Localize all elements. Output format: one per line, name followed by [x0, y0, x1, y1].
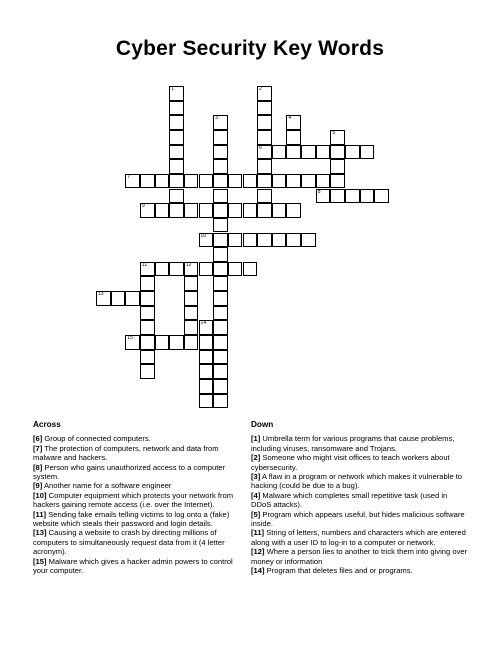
grid-number: 12: [185, 261, 192, 268]
grid-number: 10: [200, 232, 207, 239]
clue-down: [1] Umbrella term for various programs that cause problems, including viruses, ransomware and Trojans.: [251, 434, 455, 453]
grid-number: 15: [127, 335, 133, 342]
grid-cell[interactable]: [184, 291, 199, 306]
grid-cell[interactable]: [286, 130, 301, 145]
down-heading: Down: [251, 420, 274, 429]
across-heading: Across: [33, 420, 61, 429]
grid-cell[interactable]: [301, 145, 316, 160]
grid-number: 5: [332, 129, 336, 136]
grid-cell[interactable]: [140, 276, 155, 291]
grid-cell[interactable]: [257, 115, 272, 130]
grid-cell[interactable]: [140, 364, 155, 379]
grid-cell[interactable]: [213, 233, 228, 248]
grid-cell[interactable]: [257, 101, 272, 116]
grid-cell[interactable]: [199, 364, 214, 379]
grid-cell[interactable]: [184, 306, 199, 321]
grid-cell[interactable]: [169, 159, 184, 174]
grid-cell[interactable]: [330, 145, 345, 160]
grid-cell[interactable]: [330, 159, 345, 174]
grid-cell[interactable]: [330, 174, 345, 189]
grid-cell[interactable]: [199, 335, 214, 350]
clue-down: [2] Someone who might visit offices to teach workers about cybersecurity.: [251, 453, 450, 472]
grid-cell[interactable]: [228, 174, 243, 189]
grid-cell[interactable]: [213, 247, 228, 262]
clue-across: [9] Another name for a software engineer: [33, 481, 172, 491]
clue-down: [14] Program that deletes files and or programs.: [251, 566, 413, 576]
grid-cell[interactable]: [111, 291, 126, 306]
grid-cell[interactable]: [213, 189, 228, 204]
grid-cell[interactable]: [213, 306, 228, 321]
clue-across: [6] Group of connected computers.: [33, 434, 151, 444]
grid-cell[interactable]: [228, 233, 243, 248]
grid-cell[interactable]: [213, 203, 228, 218]
grid-number: 13: [98, 291, 104, 298]
grid-cell[interactable]: [140, 350, 155, 365]
grid-cell[interactable]: [243, 203, 258, 218]
grid-cell[interactable]: [169, 145, 184, 160]
grid-cell[interactable]: [213, 350, 228, 365]
grid-cell[interactable]: [169, 174, 184, 189]
grid-cell[interactable]: [272, 145, 287, 160]
grid-cell[interactable]: [169, 262, 184, 277]
grid-cell[interactable]: [199, 379, 214, 394]
grid-cell[interactable]: [272, 203, 287, 218]
grid-cell[interactable]: [228, 203, 243, 218]
grid-number: 8: [317, 188, 321, 195]
grid-cell[interactable]: [213, 159, 228, 174]
grid-cell[interactable]: [140, 203, 155, 218]
grid-cell[interactable]: [213, 291, 228, 306]
grid-cell[interactable]: [286, 203, 301, 218]
grid-number: 1: [171, 86, 175, 92]
grid-cell[interactable]: [199, 233, 214, 248]
clue-down: [5] Program which appears useful, but hides malicious software inside.: [251, 509, 465, 529]
grid-number: 9: [141, 203, 145, 210]
grid-cell[interactable]: [184, 320, 199, 335]
grid-cell[interactable]: [199, 320, 214, 335]
grid-cell[interactable]: [155, 262, 170, 277]
grid-cell[interactable]: [213, 320, 228, 335]
grid-cell[interactable]: [286, 145, 301, 160]
page-title: Cyber Security Key Words: [115, 37, 385, 60]
grid-cell[interactable]: [243, 233, 258, 248]
grid-cell[interactable]: [301, 233, 316, 248]
grid-cell[interactable]: [184, 276, 199, 291]
clue-across: [13] Causing a website to crash by directing millions of computers to simultaneously request data from it (4 letter acronym).: [33, 528, 225, 557]
across-clues: [33, 420, 245, 576]
grid-cell[interactable]: [213, 130, 228, 145]
grid-cell[interactable]: [199, 203, 214, 218]
grid-cell[interactable]: [213, 145, 228, 160]
grid-cell[interactable]: [213, 218, 228, 233]
clue-across: [8] Person who gains unauthorized access to a computer system.: [33, 462, 226, 482]
grid-cell[interactable]: [257, 233, 272, 248]
clue-across: [10] Computer equipment which protects your network from hackers gaining remote access (i.e. over the Internet).: [33, 490, 234, 510]
grid-cell[interactable]: [184, 335, 199, 350]
grid-cell[interactable]: [330, 130, 345, 145]
grid-cell[interactable]: [213, 276, 228, 291]
grid-cell[interactable]: [155, 335, 170, 350]
grid-cell[interactable]: [213, 364, 228, 379]
grid-number: 2: [259, 86, 262, 92]
clue-across: [11] Sending fake emails telling victims to log onto a (fake) website which steals their password and login details.: [33, 509, 230, 529]
grid-cell[interactable]: [286, 115, 301, 130]
grid-cell[interactable]: [345, 189, 360, 204]
grid-cell[interactable]: [228, 262, 243, 277]
grid-cell[interactable]: [199, 174, 214, 189]
grid-cell[interactable]: [257, 145, 272, 160]
grid-cell[interactable]: [169, 189, 184, 204]
clue-down: [11] String of letters, numbers and characters which are entered along with a user ID to log-in to a computer or network.: [251, 528, 466, 547]
grid-cell[interactable]: [125, 291, 140, 306]
grid-cell[interactable]: [272, 174, 287, 189]
grid-cell[interactable]: [140, 262, 155, 277]
grid-cell[interactable]: [213, 379, 228, 394]
grid-cell[interactable]: [213, 335, 228, 350]
grid-cell[interactable]: [184, 174, 199, 189]
clue-down: [3] A flaw in a program or network which makes it vulnerable to hacking (could be due to a bug).: [251, 472, 463, 491]
grid-cell[interactable]: [169, 86, 184, 101]
grid-cell[interactable]: [286, 233, 301, 248]
grid-number: 6: [259, 144, 262, 151]
grid-number: 4: [288, 115, 292, 122]
grid-cell[interactable]: [286, 174, 301, 189]
grid-cell[interactable]: [125, 174, 140, 189]
grid-cell[interactable]: [169, 335, 184, 350]
grid-cell[interactable]: [301, 174, 316, 189]
clue-across: [7] The protection of computers, network and data from malware and hackers.: [33, 443, 219, 463]
grid-cell[interactable]: [257, 130, 272, 145]
grid-cell[interactable]: [155, 174, 170, 189]
grid-cell[interactable]: [360, 189, 375, 204]
grid-cell[interactable]: [213, 174, 228, 189]
grid-cell[interactable]: [316, 189, 331, 204]
grid-cell[interactable]: [316, 174, 331, 189]
grid-cell[interactable]: [140, 335, 155, 350]
grid-cell[interactable]: [243, 262, 258, 277]
clue-down: [12] Where a person lies to another to trick them into giving over money or information: [251, 547, 468, 566]
grid-cell[interactable]: [140, 291, 155, 306]
grid-cell[interactable]: [272, 233, 287, 248]
grid-cell[interactable]: [213, 262, 228, 277]
grid-cell[interactable]: [374, 189, 389, 204]
grid-cell[interactable]: [140, 320, 155, 335]
grid-cell[interactable]: [96, 291, 111, 306]
grid-cell[interactable]: [125, 335, 140, 350]
grid-number: 14: [200, 320, 207, 327]
down-clues: [251, 420, 469, 576]
grid-cell[interactable]: [199, 394, 214, 409]
grid-cell[interactable]: [199, 350, 214, 365]
grid-cell[interactable]: [140, 174, 155, 189]
grid-cell[interactable]: [257, 203, 272, 218]
grid-cell[interactable]: [184, 262, 199, 277]
grid-cell[interactable]: [169, 203, 184, 218]
grid-cell[interactable]: [257, 174, 272, 189]
grid-number: 11: [141, 261, 148, 268]
grid-cell[interactable]: [199, 262, 214, 277]
grid-cell[interactable]: [169, 101, 184, 116]
clue-across: [15] Malware which gives a hacker admin powers to control your computer.: [33, 556, 233, 576]
grid-cell[interactable]: [140, 306, 155, 321]
grid-cell[interactable]: [184, 203, 199, 218]
grid-cell[interactable]: [243, 174, 258, 189]
grid-cell[interactable]: [169, 115, 184, 130]
grid-number: 3: [215, 115, 218, 122]
grid-cell[interactable]: [257, 189, 272, 204]
grid-cell[interactable]: [169, 130, 184, 145]
grid-cell[interactable]: [345, 145, 360, 160]
grid-cell[interactable]: [360, 145, 375, 160]
grid-cell[interactable]: [213, 394, 228, 409]
grid-cell[interactable]: [155, 203, 170, 218]
grid-cell[interactable]: [257, 86, 272, 101]
grid-cell[interactable]: [257, 159, 272, 174]
grid-number: 7: [127, 173, 131, 180]
grid-cell[interactable]: [330, 189, 345, 204]
clue-down: [4] Malware which completes small repetitive task (used in DDoS attacks).: [251, 490, 448, 510]
grid-cell[interactable]: [213, 115, 228, 130]
grid-cell[interactable]: [316, 145, 331, 160]
